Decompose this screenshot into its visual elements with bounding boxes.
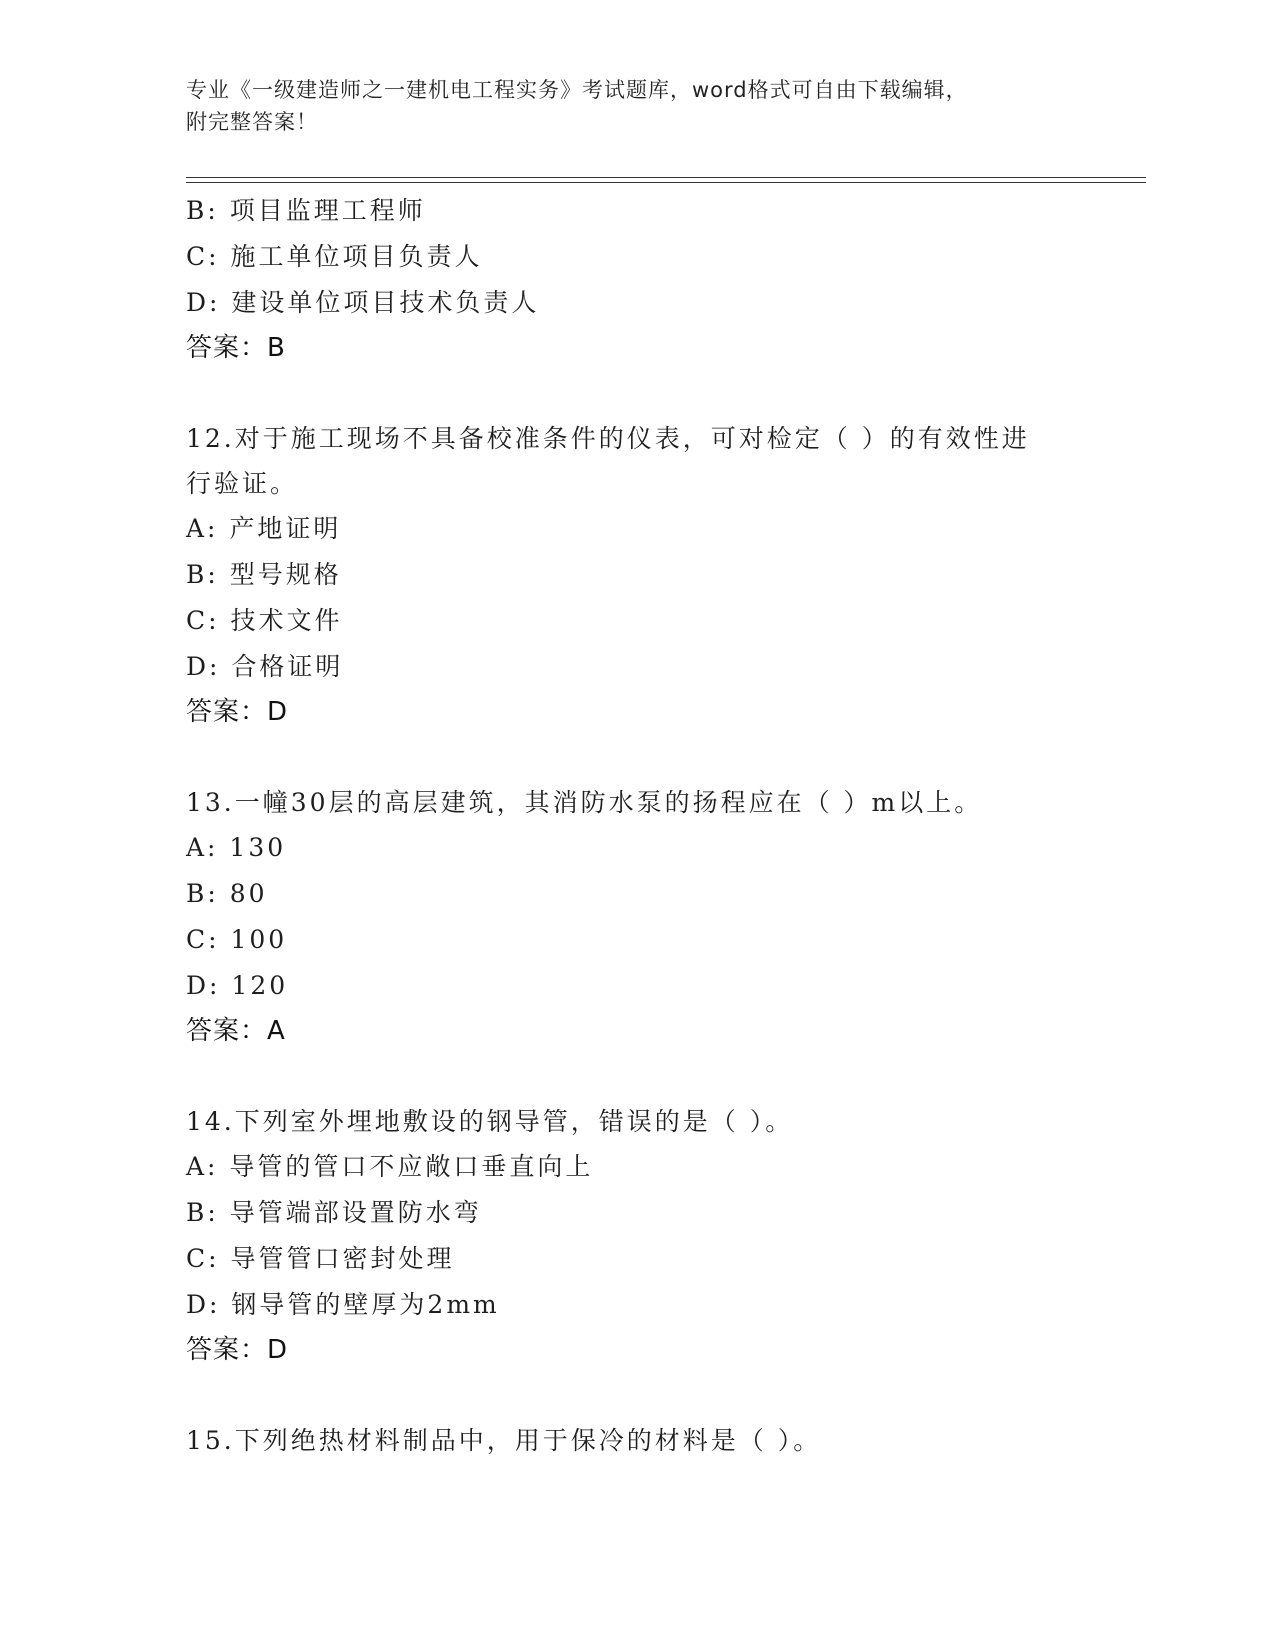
option-a: A: 产地证明 <box>186 514 342 543</box>
question-12 <box>186 416 1146 735</box>
spacer <box>186 1054 1146 1099</box>
spacer <box>186 735 1146 780</box>
question-stem-line-1: 15.下列绝热材料制品中，用于保冷的材料是（ ）。 <box>186 1426 822 1455</box>
question-stem <box>186 780 1146 825</box>
option-c: C: 100 <box>186 925 288 954</box>
question-13 <box>186 780 1146 1054</box>
option-b: B: 项目监理工程师 <box>186 196 426 225</box>
option-d: D: 建设单位项目技术负责人 <box>186 288 540 317</box>
option-d: D: 120 <box>186 971 289 1000</box>
option-a: A: 导管的管口不应敞口垂直向上 <box>186 1152 594 1181</box>
option-c: C: 施工单位项目负责人 <box>186 242 483 271</box>
option-c: C: 技术文件 <box>186 606 343 635</box>
question-stem-line-1: 13.一幢30层的高层建筑，其消防水泵的扬程应在（ ）m以上。 <box>186 788 983 817</box>
question-14 <box>186 1099 1146 1373</box>
question-stem-line-1: 14.下列室外埋地敷设的钢导管，错误的是（ ）。 <box>186 1107 794 1136</box>
spacer <box>186 371 1146 416</box>
question-15 <box>186 1418 1146 1463</box>
header-line-2: 附完整答案！ <box>186 110 318 134</box>
option-d: D: 合格证明 <box>186 652 344 681</box>
answer: 答案：B <box>186 333 286 363</box>
question-stem-line-2: 行验证。 <box>186 469 299 498</box>
option-b: B: 型号规格 <box>186 560 342 589</box>
option-b: B: 80 <box>186 879 268 908</box>
option-a: A: 130 <box>186 833 287 862</box>
question-stem <box>186 416 1146 506</box>
question-stem <box>186 1099 1146 1144</box>
document-header <box>186 74 1086 138</box>
option-d: D: 钢导管的壁厚为2mm <box>186 1290 500 1319</box>
answer: 答案：D <box>186 1335 289 1365</box>
answer: 答案：A <box>186 1016 286 1046</box>
header-line-1: 专业《一级建造师之一建机电工程实务》考试题库，word格式可自由下载编辑， <box>186 78 968 102</box>
answer: 答案：D <box>186 697 289 727</box>
spacer <box>186 1373 1146 1418</box>
question-stem <box>186 1418 1146 1463</box>
question-11 <box>186 188 1146 371</box>
option-c: C: 导管管口密封处理 <box>186 1244 455 1273</box>
option-b: B: 导管端部设置防水弯 <box>186 1198 482 1227</box>
header-divider-top <box>186 177 1146 178</box>
header-divider-bottom <box>186 182 1146 183</box>
question-stem-line-1: 12.对于施工现场不具备校准条件的仪表，可对检定（ ）的有效性进 <box>186 424 1030 453</box>
question-list <box>186 188 1146 1463</box>
